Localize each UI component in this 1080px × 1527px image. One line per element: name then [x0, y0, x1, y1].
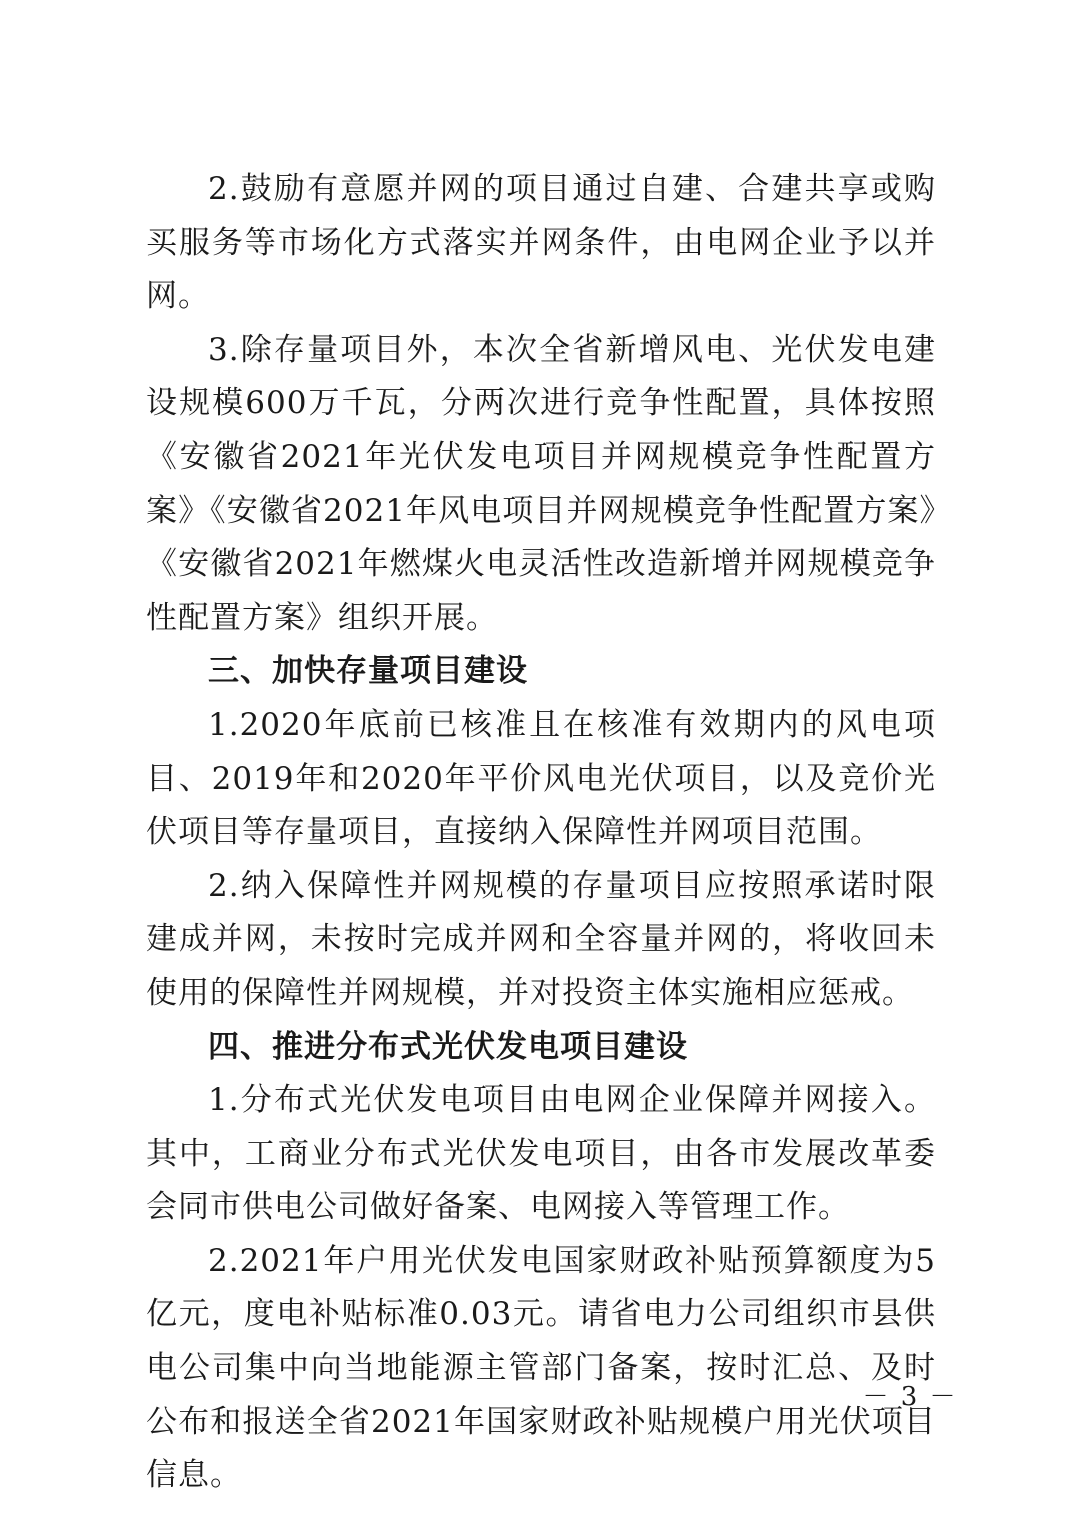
- paragraph-1-existing-projects: 1.2020年底前已核准且在核准有效期内的风电项目、2019年和2020年平价风电光伏项目，以及竞价光伏项目等存量项目，直接纳入保障性并网项目范围。: [146, 706, 936, 851]
- paragraph-3-new-capacity: 3.除存量项目外，本次全省新增风电、光伏发电建设规模600万千瓦，分两次进行竞争性配置，具体按照《安徽省2021年光伏发电项目并网规模竞争性配置方案》《安徽省2021年风电项目并网规模竞争性配置方案》《安徽省2021年燃煤火电灵活性改造新增并网规模竞争性配置方案》组织开展。: [146, 331, 936, 636]
- paragraph-2-household-subsidy: 2.2021年户用光伏发电国家财政补贴预算额度为5亿元，度电补贴标准0.03元。请省电力公司组织市县供电公司集中向当地能源主管部门备案，按时汇总、及时公布和报送全省2021年国家财政补贴规模户用光伏项目信息。: [146, 1242, 936, 1494]
- paragraph-2-existing-deadline: 2.纳入保障性并网规模的存量项目应按照承诺时限建成并网，未按时完成并网和全容量并网的，将收回未使用的保障性并网规模，并对投资主体实施相应惩戒。: [146, 867, 936, 1011]
- section-heading-4: 四、推进分布式光伏发电项目建设: [208, 1028, 688, 1065]
- document-body: [146, 163, 936, 1503]
- page-number: － 3 －: [862, 1382, 958, 1412]
- section-heading-3: 三、加快存量项目建设: [208, 653, 528, 690]
- paragraph-2-encourage-grid: 2.鼓励有意愿并网的项目通过自建、合建共享或购买服务等市场化方式落实并网条件，由电网企业予以并网。: [146, 171, 936, 315]
- paragraph-1-distributed-pv: 1.分布式光伏发电项目由电网企业保障并网接入。其中，工商业分布式光伏发电项目，由各市发展改革委会同市供电公司做好备案、电网接入等管理工作。: [146, 1082, 936, 1226]
